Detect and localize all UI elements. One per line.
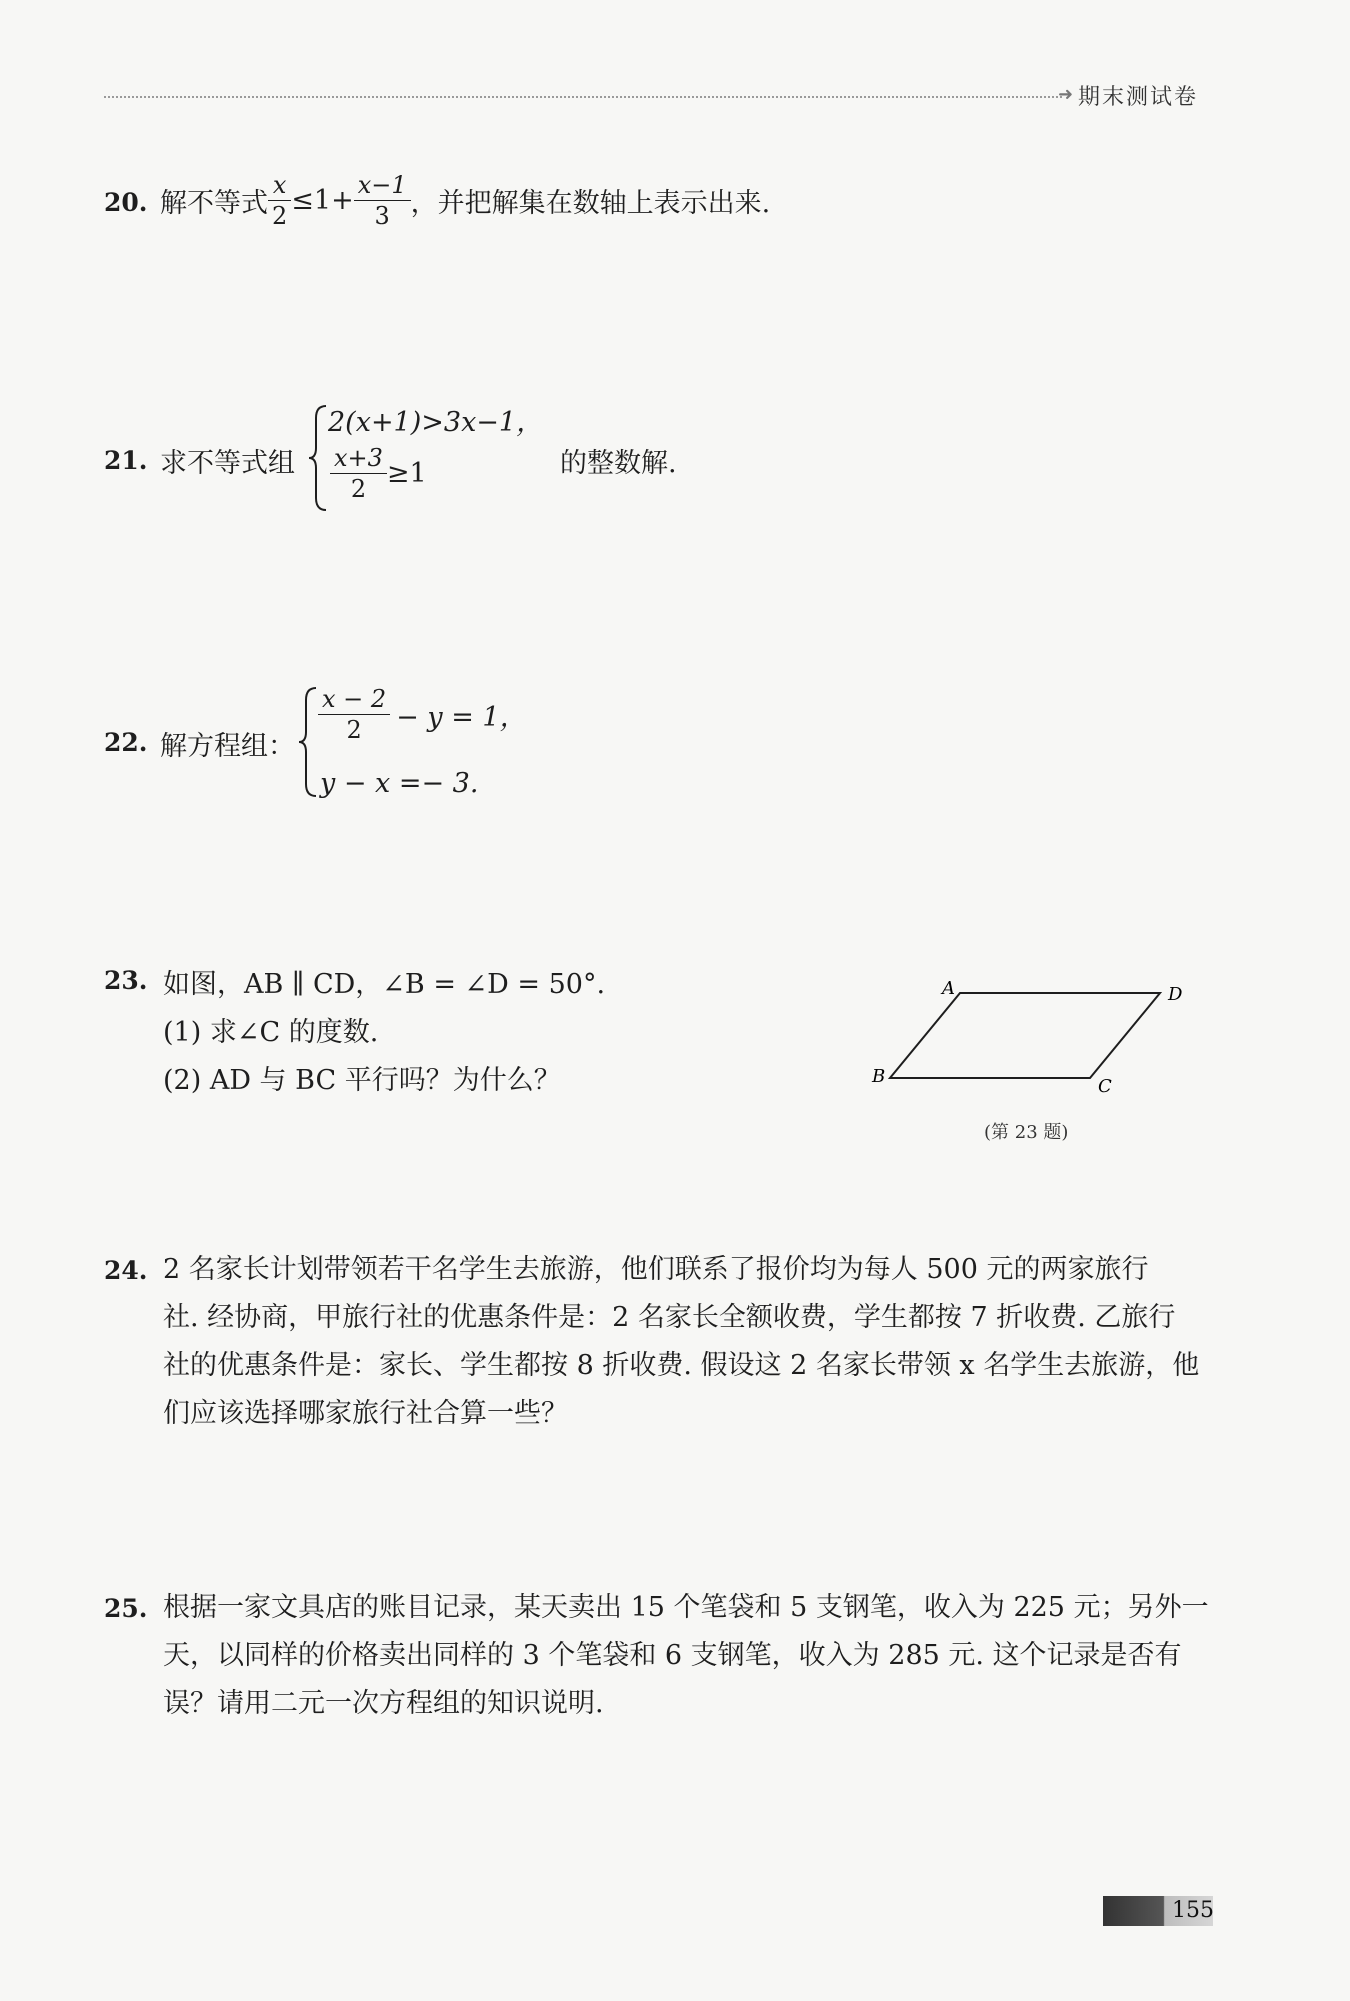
q25-line: 误？请用二元一次方程组的知识说明. (163, 1688, 604, 1719)
question-number-22: 22. (104, 728, 148, 757)
vertex-label-b: B (872, 1066, 886, 1087)
q20-suffix: ，并把解集在数轴上表示出来. (410, 188, 771, 219)
q20-fraction-right: $\frac{x-1}{3}$ (354, 170, 411, 231)
q20-prefix: 解不等式 (160, 188, 268, 219)
q24-line: 社. 经协商，甲旅行社的优惠条件是：2 名家长全额收费，学生都按 7 折收费. 乙旅行 (163, 1302, 1176, 1333)
question-number-21: 21. (104, 446, 148, 475)
q23-part1: (1) 求∠C 的度数. (163, 1017, 379, 1048)
q22-line2: y − x =− 3. (320, 768, 479, 799)
page-title: 期末测试卷 (1078, 85, 1199, 110)
q24-line: 社的优惠条件是：家长、学生都按 8 折收费. 假设这 2 名家长带领 x 名学生去旅游，他 (163, 1350, 1200, 1381)
q25-body (163, 1584, 1213, 1728)
q24-line: 2 名家长计划带领若干名学生去旅游，他们联系了报价均为每人 500 元的两家旅行 (163, 1254, 1149, 1285)
question-number-25: 25. (104, 1594, 148, 1623)
vertex-label-d: D (1168, 984, 1183, 1005)
q21-line2: $\frac{x+3}{2}$ ≥1 (330, 443, 427, 504)
question-number-20: 20. (104, 188, 148, 217)
q23-part2: (2) AD 与 BC 平行吗？为什么？ (163, 1065, 561, 1096)
q23-stem: 如图，AB ∥ CD，∠B = ∠D = 50°. (163, 969, 606, 1000)
vertex-label-a: A (942, 980, 955, 999)
parallelogram-shape (890, 993, 1160, 1078)
header-rule (104, 96, 1062, 98)
q22-line1: $\frac{x - 2}{2}$ − y = 1， (318, 684, 527, 745)
question-number-24: 24. (104, 1256, 148, 1285)
vertex-label-c: C (1098, 1076, 1112, 1097)
question-20-text (160, 170, 770, 231)
arrow-right-icon: ➜ (1058, 84, 1074, 105)
q21-fraction: $\frac{x+3}{2}$ (330, 443, 387, 504)
q25-line: 天，以同样的价格卖出同样的 3 个笔袋和 6 支钢笔，收入为 285 元. 这个记录是否有 (163, 1640, 1182, 1671)
question-number-23: 23. (104, 966, 148, 995)
page-number: 155 (1172, 1898, 1214, 1923)
q21-suffix: 的整数解. (560, 448, 677, 479)
q24-line: 们应该选择哪家旅行社合算一些？ (163, 1398, 568, 1429)
q20-middle: ≤1+ (291, 185, 354, 216)
q22-fraction: $\frac{x - 2}{2}$ (318, 684, 390, 745)
q21-prefix: 求不等式组 (160, 448, 295, 479)
q23-figure-caption: (第 23 题) (984, 1122, 1069, 1143)
q25-line: 根据一家文具店的账目记录，某天卖出 15 个笔袋和 5 支钢笔，收入为 225 元；另外一 (163, 1592, 1209, 1623)
q20-fraction-left: $\frac{x}{2}$ (268, 170, 291, 231)
q22-prefix: 解方程组： (160, 731, 295, 762)
q24-body (163, 1246, 1213, 1438)
q23-parallelogram-figure (870, 980, 1200, 1110)
q21-line1: 2(x+1)>3x−1， (328, 407, 544, 438)
